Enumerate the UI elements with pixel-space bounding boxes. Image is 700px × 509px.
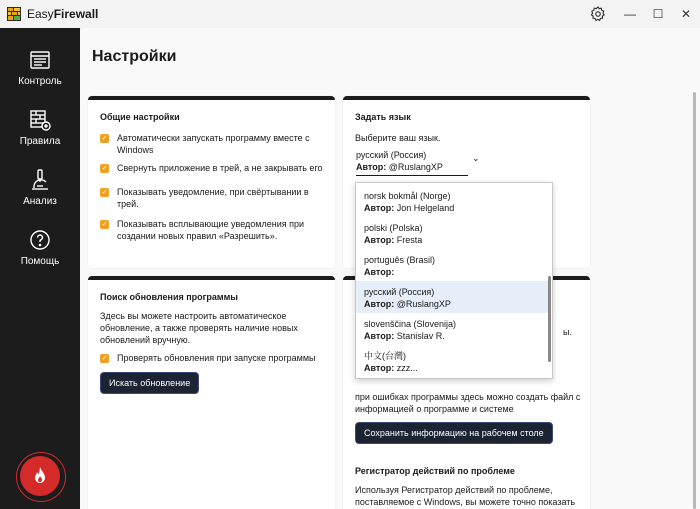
card-title: Общие настройки — [100, 112, 180, 122]
updates-description: Здесь вы можете настроить автоматическое обновление, а также проверять наличие новых обновлений вручную. — [100, 311, 298, 345]
option-language: русский (Россия) — [364, 287, 435, 297]
sidebar-item-label: Анализ — [23, 196, 57, 207]
sidebar-item-label: Помощь — [20, 256, 60, 267]
minimize-button[interactable]: — — [624, 7, 636, 21]
language-option[interactable] — [356, 217, 548, 249]
selected-language: русский (Россия) — [356, 150, 427, 160]
sidebar-item-help[interactable] — [0, 228, 80, 278]
app-logo-icon — [6, 6, 22, 22]
language-option[interactable] — [356, 313, 548, 345]
option-language: slovenščina (Slovenija) — [364, 319, 457, 329]
option-language: polski (Polska) — [364, 223, 423, 233]
flame-icon — [31, 466, 49, 486]
card-title: Поиск обновления программы — [100, 292, 238, 302]
check-update-button[interactable]: Искать обновление — [100, 372, 199, 394]
option-label: Автоматически запускать программу вместе с Windows — [117, 133, 310, 155]
checkbox-checked-icon[interactable]: ✓ — [101, 221, 108, 228]
option-author: Автор: Fresta — [364, 235, 423, 245]
option-language: 中文(台灣) — [364, 351, 406, 361]
microscope-icon — [28, 168, 52, 192]
option-author: Автор: zzz... — [364, 363, 418, 373]
option-minimize-to-tray[interactable] — [100, 162, 323, 174]
sidebar-item-label: Правила — [19, 136, 61, 147]
language-option-selected[interactable] — [356, 281, 548, 313]
main-scrollbar[interactable] — [693, 92, 696, 509]
option-language: português (Brasil) — [364, 255, 436, 265]
sidebar-item-analysis[interactable] — [0, 168, 80, 218]
sidebar-item-label: Контроль — [18, 76, 62, 87]
language-select[interactable] — [356, 150, 480, 172]
option-language: norsk bokmål (Norge) — [364, 191, 451, 201]
dropdown-scrollbar[interactable] — [548, 276, 551, 362]
language-prompt: Выберите ваш язык. — [355, 133, 441, 143]
diagnostics-info: при ошибках программы здесь можно создать файл с информацией о программе и системе — [355, 392, 581, 414]
app-title: EasyFirewall — [27, 7, 99, 21]
checkbox-checked-icon[interactable]: ✓ — [101, 189, 108, 196]
close-button[interactable]: ✕ — [680, 7, 692, 21]
sidebar-item-control[interactable] — [0, 48, 80, 98]
language-option[interactable] — [356, 185, 548, 217]
firewall-rules-icon — [28, 108, 52, 132]
save-info-button[interactable]: Сохранить информацию на рабочем столе — [355, 422, 553, 444]
maximize-button[interactable]: ☐ — [652, 7, 664, 21]
checkbox-checked-icon[interactable]: ✓ — [101, 165, 108, 172]
checkbox-checked-icon[interactable]: ✓ — [101, 355, 108, 362]
option-author: Автор: — [364, 267, 395, 277]
control-panel-icon — [28, 48, 52, 72]
general-settings-card — [88, 96, 335, 268]
option-label: Показывать уведомление, при свёртывании в трей. — [117, 187, 309, 209]
option-check-updates[interactable] — [100, 352, 323, 364]
option-popup-notifications[interactable] — [100, 218, 323, 242]
language-option[interactable] — [356, 249, 548, 281]
option-autostart[interactable] — [100, 132, 323, 156]
sidebar — [0, 28, 80, 509]
chevron-down-icon: ⌄ — [472, 153, 480, 163]
option-label: Показывать всплывающие уведомления при создании новых правил «Разрешить». — [117, 219, 305, 241]
option-label: Свернуть приложение в трей, а не закрывать его — [117, 163, 323, 173]
option-author: Автор: Jon Helgeland — [364, 203, 455, 213]
help-icon — [28, 228, 52, 252]
selected-author: Автор: @RuslangXP — [356, 162, 443, 172]
option-author: Автор: Stanislav R. — [364, 331, 445, 341]
partial-text: ы. — [563, 327, 572, 337]
page-title: Настройки — [92, 48, 177, 65]
sidebar-item-rules[interactable] — [0, 108, 80, 158]
updates-card — [88, 276, 335, 509]
language-option[interactable] — [356, 345, 548, 377]
option-author: Автор: @RuslangXP — [364, 299, 451, 309]
title-bar — [0, 0, 700, 28]
quick-block-button[interactable] — [20, 456, 60, 496]
recorder-title: Регистратор действий по проблеме — [355, 466, 515, 476]
card-title: Задать язык — [355, 112, 411, 122]
option-label: Проверять обновления при запуске программы — [117, 353, 316, 363]
option-tray-notification[interactable] — [100, 186, 323, 210]
checkbox-checked-icon[interactable]: ✓ — [101, 135, 108, 142]
select-underline — [356, 175, 468, 176]
recorder-text: Используя Регистратор действий по проблеме, поставляемое с Windows, вы можете точно показать — [355, 485, 576, 507]
language-dropdown-list[interactable] — [355, 182, 553, 379]
settings-gear-icon[interactable] — [589, 5, 607, 23]
